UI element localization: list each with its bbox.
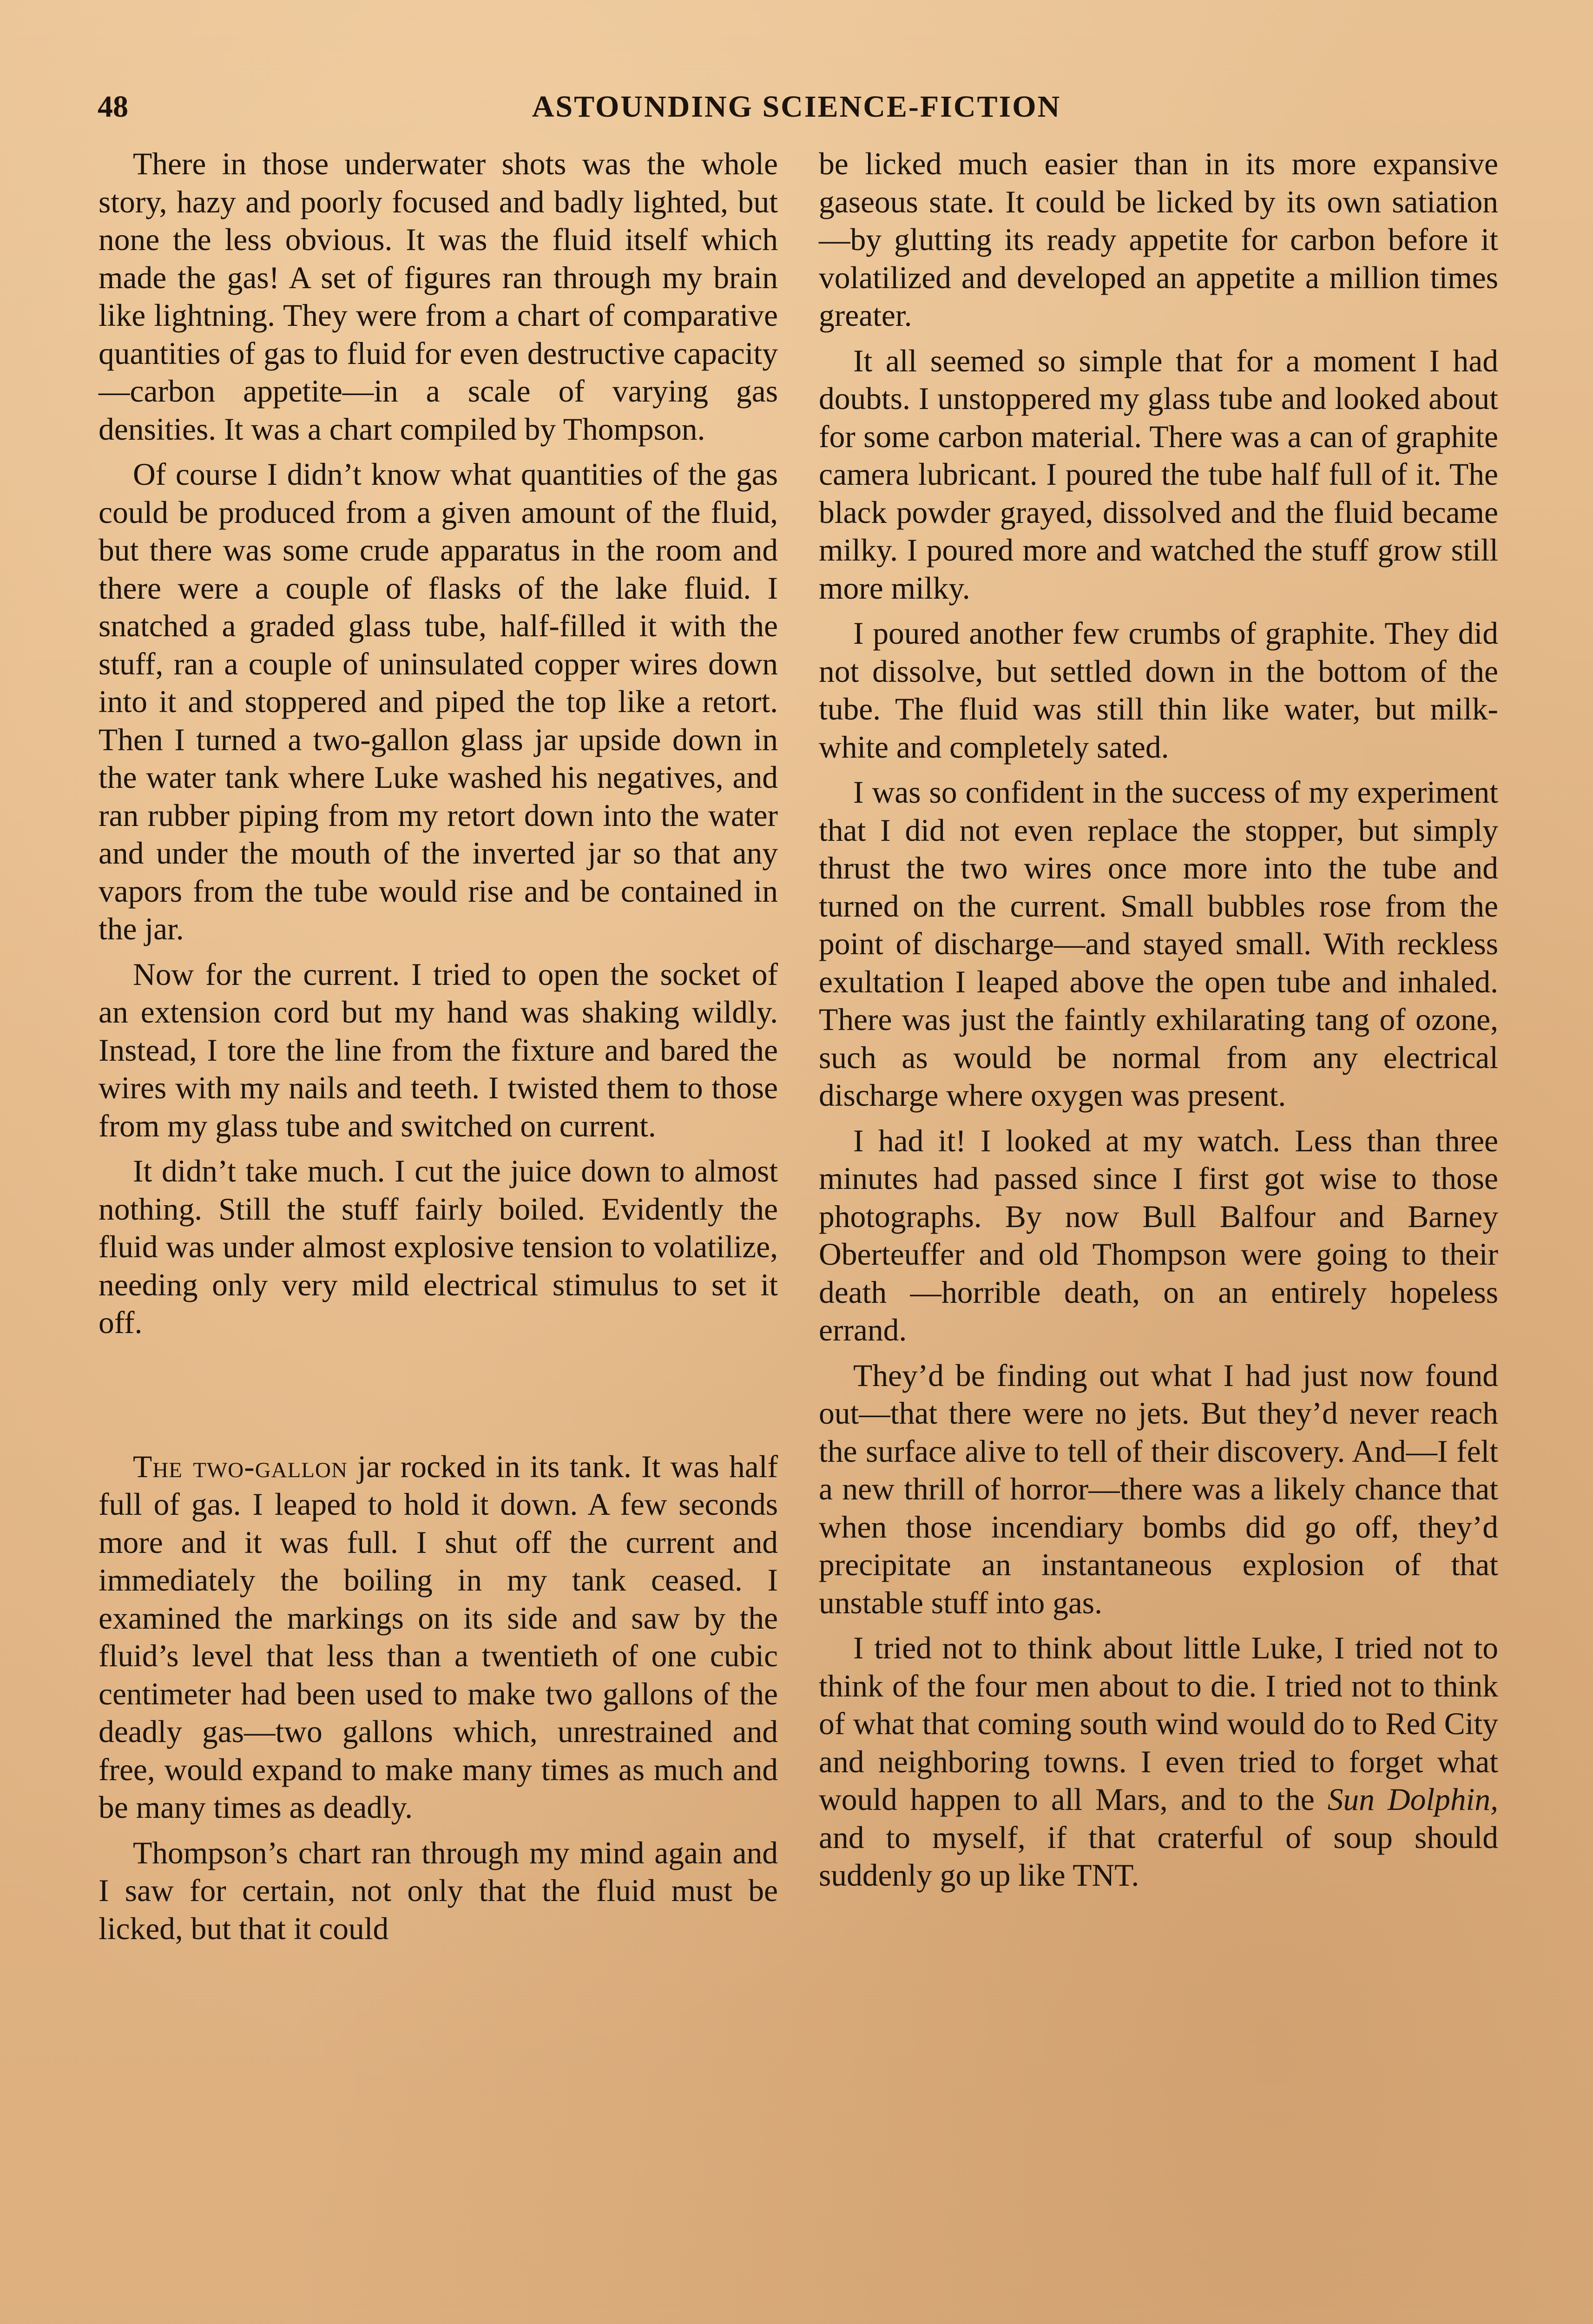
right-column — [819, 145, 1498, 1902]
paragraph: Of course I didn’t know what quantities of the gas could be produced from a given amount of the fluid, but there was some crude apparatus in the room and there were a couple of flasks of the lake fluid. I snatched a graded glass tube, half-filled it with the stuff, ran a couple of uninsulated copper wires down into it and stoppered and piped the top like a retort. Then I turned a two-gallon glass jar upside down in the water tank where Luke washed his negatives, and ran rubber piping from my retort down into the water and under the mouth of the inverted jar so that any vapors from the tube would rise and be contained in the jar. — [99, 457, 778, 946]
left-column — [99, 145, 778, 1955]
paragraph: I poured another few crumbs of graphite. They did not dissolve, but settled down in the bottom of the tube. The fluid was still thin like water, but milk-white and completely sated. — [819, 616, 1498, 765]
paragraph: There in those underwater shots was the whole story, hazy and poorly focused and badly lighted, but none the less obvious. It was the fluid itself which made the gas! A set of figures ran through my brain like lightning. They were from a chart of comparative quantities of gas to fluid for even destructive capacity—carbon appetite—in a scale of varying gas densities. It was a chart compiled by Thompson. — [99, 146, 778, 447]
paragraph — [99, 1448, 778, 1827]
paragraph-text: I tried not to think about little Luke, I tried not to think of the four men about to die. I tried not to think of what that coming south wind would do to Red City and neighboring towns. I even tried to forget what would happen to all Mars, and to the — [819, 1631, 1498, 1817]
page-number: 48 — [98, 90, 128, 124]
paragraph-text: jar rocked in its tank. It was half full of gas. I leaped to hold it down. A few seconds more and it was full. I shut off the current and immediately the boiling in my tank ceased. I examined the markings on its side and saw by the fluid’s level that less than a twentieth of one cubic centimeter had been used to make two gallons of the deadly gas—two gallons which, unrestrained and free, would expand to make many times as much and be many times as deadly. — [99, 1449, 778, 1825]
paragraph: They’d be finding out what I had just now found out—that there were no jets. But they’d never reach the surface alive to tell of their discovery. And—I felt a new thrill of horror—there was a likely chance that when those incendiary bombs did go off, they’d precipitate an instantaneous explosion of that unstable stuff into gas. — [819, 1358, 1498, 1620]
paragraph: It didn’t take much. I cut the juice down to almost nothing. Still the stuff fairly boiled. Evidently the fluid was under almost explosive tension to volatilize, needing only very mild electrical stimulus to set it off. — [99, 1154, 778, 1340]
paragraph: I was so confident in the success of my experiment that I did not even replace the stopper, but simply thrust the two wires once more into the tube and turned on the current. Small bubbles rose from the point of discharge—and stayed small. With reckless exultation I leaped above the open tube and inhaled. There was just the faintly exhilarating tang of ozone, such as would be normal from any electrical discharge where oxygen was present. — [819, 775, 1498, 1113]
ship-name: Sun Dolphin, — [1327, 1782, 1498, 1817]
section-break — [99, 1349, 778, 1448]
paragraph-text: and to myself, if that craterful of soup should suddenly go up like TNT. — [819, 1820, 1498, 1893]
paragraph — [819, 1629, 1498, 1895]
paragraph: Now for the current. I tried to open the socket of an extension cord but my hand was shaking wildly. Instead, I tore the line from the fixture and bared the wires with my nails and teeth. I twisted them to those from my glass tube and switched on current. — [99, 957, 778, 1143]
running-head: ASTOUNDING SCIENCE-FICTION — [532, 90, 1061, 124]
paragraph: It all seemed so simple that for a moment I had doubts. I unstoppered my glass tube and looked about for some carbon material. There was a can of graphite camera lubricant. I poured the tube half full of it. The black powder grayed, dissolved and the fluid became milky. I poured more and watched the stuff grow still more milky. — [819, 343, 1498, 606]
section-lead-in: The two-gallon — [133, 1449, 348, 1484]
page-header — [98, 88, 1495, 130]
paragraph: be licked much easier than in its more expansive gaseous state. It could be licked by its own satiation—by glutting its ready appetite for carbon before it volatilized and developed an appetite a million times greater. — [819, 146, 1498, 333]
paragraph: Thompson’s chart ran through my mind again and I saw for certain, not only that the fluid must be licked, but that it could — [99, 1835, 778, 1946]
paragraph: I had it! I looked at my watch. Less than three minutes had passed since I first got wise to those photographs. By now Bull Balfour and Barney Oberteuffer and old Thompson were going to their death —horrible death, on an entirely hopeless errand. — [819, 1123, 1498, 1347]
